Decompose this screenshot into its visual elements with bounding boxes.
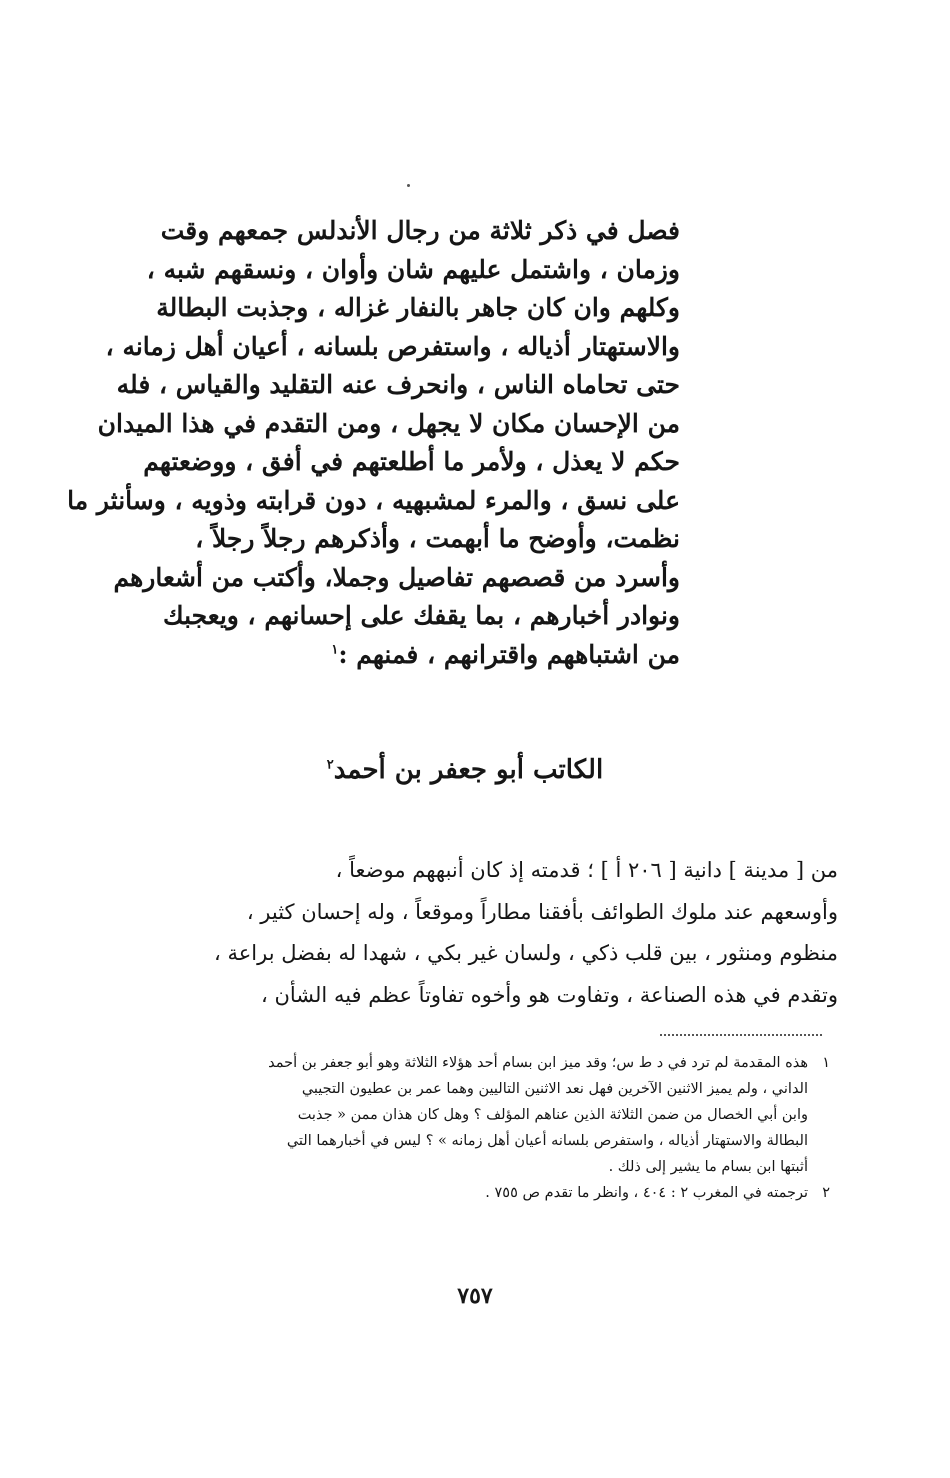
footnotes [140, 1050, 830, 1206]
footnote-line [140, 1050, 830, 1076]
intro-line: ونوادر أخبارهم ، بما يقفك على إحسانهم ، ويعجبك [163, 601, 680, 630]
footnote-2 [140, 1180, 830, 1206]
page-number: ٧٥٧ [457, 1283, 493, 1309]
footnote-ref-2: ٢ [326, 757, 334, 773]
intro-line: حتى تحاماه الناس ، وانحرف عنه التقليد والقياس ، فله [116, 370, 680, 399]
intro-line [150, 636, 680, 675]
body-line: وأوسعهم عند ملوك الطوائف بأفقنا مطاراً وموقعاً ، وله إحسان كثير ، [246, 899, 838, 924]
footnote-separator [660, 1034, 822, 1036]
ink-dot [407, 184, 410, 187]
footnote-line: البطالة والاستهتار أذياله ، واستفرص بلسانه أعيان أهل زمانه » ؟ ليس في أخبارهما التي [286, 1133, 808, 1149]
intro-line: وكلهم وان كان جاهر بالنفار غزاله ، وجذبت البطالة [156, 293, 680, 322]
intro-line: فصل في ذكر ثلاثة من رجال الأندلس جمعهم وقت [160, 216, 680, 245]
footnote-line: وابن أبي الخصال من ضمن الثلاثة الذين عناهم المؤلف ؟ وهل كان هذان ممن « جذبت [297, 1107, 808, 1123]
intro-line: والاستهتار أذياله ، واستفرص بلسانه ، أعيان أهل زمانه ، [105, 331, 680, 361]
intro-line: من الإحسان مكان لا يجهل ، ومن التقدم في هذا الميدان [97, 408, 680, 438]
intro-line: على نسق ، والمرء لمشبهيه ، دون قرابته وذويه ، وسأنثر ما [67, 485, 680, 515]
footnote-text: ترجمته في المغرب ٢ : ٤٠٤ ، وانظر ما تقدم ص ٧٥٥ . [485, 1185, 808, 1201]
intro-line: وأسرد من قصصهم تفاصيل وجملا، وأكتب من أشعارهم [113, 562, 680, 592]
footnote-number: ١ [822, 1055, 830, 1071]
intro-line: حكم لا يعذل ، ولأمر ما أطلعتهم في أفق ، ووضعتهم [143, 447, 680, 476]
footnote-line: الداني ، ولم يميز الاثنين الآخرين فهل نعد الاثنين التاليين وهما عمر بن عطيون التجيبي [301, 1081, 808, 1097]
footnote-text: هذه المقدمة لم ترد في د ط س؛ وقد ميز ابن بسام أحد هؤلاء الثلاثة وهو أبو جعفر بن أحمد [268, 1055, 808, 1071]
intro-paragraph [67, 212, 680, 674]
section-heading [300, 755, 630, 785]
intro-last-line-text: من اشتباههم واقترانهم ، فمنهم : [338, 639, 680, 669]
body-line: من [ مدينة ] دانية [ ٢٠٦ أ ] ؛ قدمته إذ كان أنبههم موضعاً ، [335, 858, 838, 882]
intro-line: وزمان ، واشتمل عليهم شان وأوان ، ونسقهم شبه ، [146, 254, 680, 284]
footnote-number: ٢ [822, 1185, 830, 1201]
footnote-ref-1: ١ [331, 642, 339, 658]
body-line: منظوم ومنثور ، بين قلب ذكي ، ولسان غير بكي ، شهدا له بفضل براعة ، [214, 941, 838, 965]
heading-text: الكاتب أبو جعفر بن أحمد [333, 755, 604, 785]
footnote-line [140, 1180, 830, 1206]
footnote-1 [140, 1050, 830, 1180]
intro-line: نظمت، وأوضح ما أبهمت ، وأذكرهم رجلاً رجلاً ، [195, 524, 680, 553]
footnote-line: أثبتها ابن بسام ما يشير إلى ذلك . [608, 1159, 808, 1175]
body-paragraph [132, 850, 838, 1016]
body-line: وتقدم في هذه الصناعة ، وتفاوت هو وأخوه تفاوتاً عظم فيه الشأن ، [261, 982, 838, 1007]
